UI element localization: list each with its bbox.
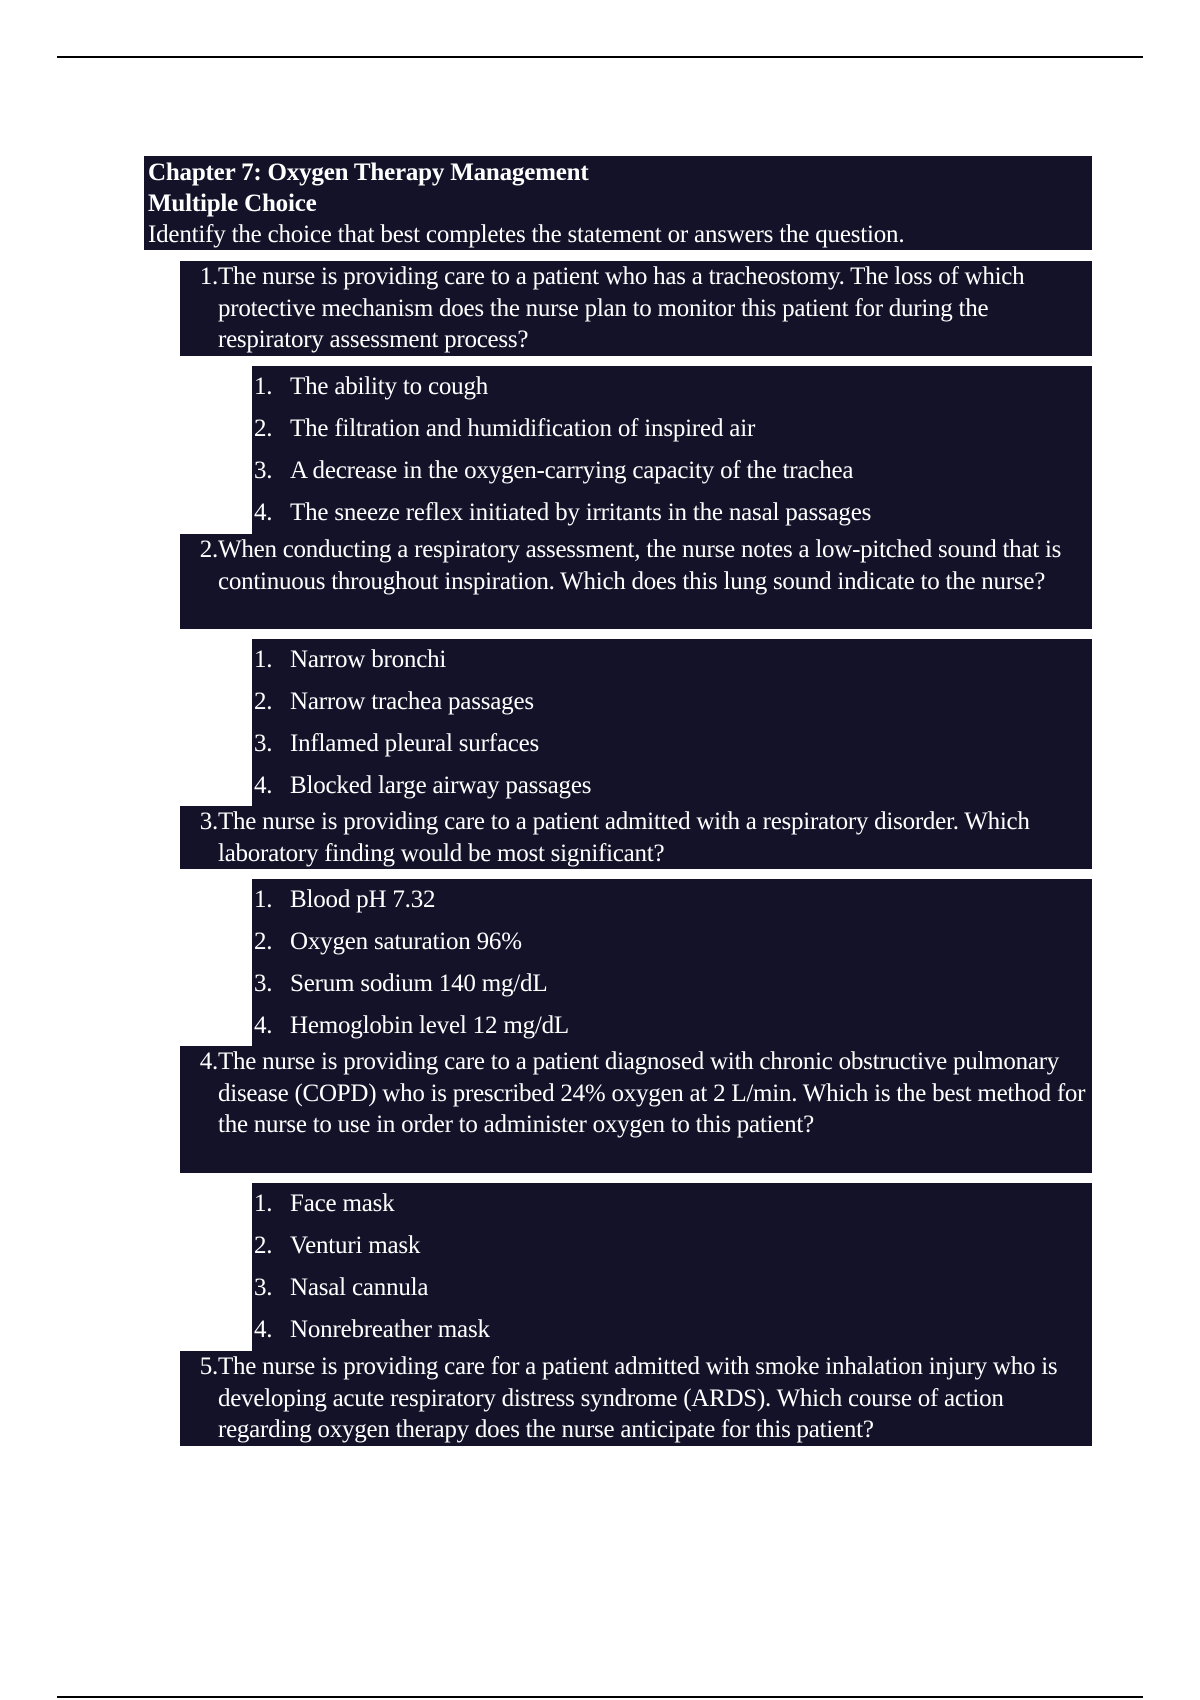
option-4[interactable] bbox=[252, 492, 1092, 534]
option-number: 2. bbox=[254, 688, 273, 715]
option-number: 2. bbox=[254, 415, 273, 442]
bottom-rule bbox=[57, 1696, 1143, 1698]
option-2[interactable] bbox=[252, 408, 1092, 450]
option-text: Nasal cannula bbox=[290, 1274, 429, 1301]
option-text: Venturi mask bbox=[290, 1232, 421, 1259]
question-text: The nurse is providing care to a patient admitted with a respiratory disorder. Which laboratory finding would be most significant? bbox=[218, 808, 1030, 867]
option-number: 2. bbox=[254, 1232, 273, 1259]
option-3[interactable] bbox=[252, 963, 1092, 1005]
question-text: The nurse is providing care for a patient admitted with smoke inhalation injury who is developing acute respiratory distress syndrome (ARDS). Which course of action regarding oxygen therapy does the nurse anticipate for this patient? bbox=[218, 1353, 1058, 1443]
option-text: Narrow trachea passages bbox=[290, 688, 534, 715]
option-3[interactable] bbox=[252, 1267, 1092, 1309]
option-number: 3. bbox=[254, 970, 273, 997]
option-4[interactable] bbox=[252, 1005, 1092, 1047]
chapter-title: Chapter 7: Oxygen Therapy Management bbox=[148, 159, 589, 186]
option-1[interactable] bbox=[252, 1183, 1092, 1225]
question-5 bbox=[180, 1351, 1092, 1446]
option-number: 1. bbox=[254, 1190, 273, 1217]
option-number: 4. bbox=[254, 772, 273, 799]
question-number: 2. bbox=[199, 536, 218, 563]
question-4 bbox=[180, 1046, 1092, 1173]
option-text: The ability to cough bbox=[290, 373, 489, 400]
option-number: 1. bbox=[254, 373, 273, 400]
option-number: 4. bbox=[254, 499, 273, 526]
option-number: 2. bbox=[254, 928, 273, 955]
question-1 bbox=[180, 261, 1092, 356]
question-4-options bbox=[252, 1183, 1092, 1351]
option-text: Serum sodium 140 mg/dL bbox=[290, 970, 548, 997]
option-3[interactable] bbox=[252, 450, 1092, 492]
question-3-options bbox=[252, 879, 1092, 1047]
option-text: Inflamed pleural surfaces bbox=[290, 730, 540, 757]
option-text: The sneeze reflex initiated by irritants in the nasal passages bbox=[290, 499, 872, 526]
option-1[interactable] bbox=[252, 639, 1092, 681]
question-2-options bbox=[252, 639, 1092, 807]
option-text: Hemoglobin level 12 mg/dL bbox=[290, 1012, 569, 1039]
option-4[interactable] bbox=[252, 1309, 1092, 1351]
option-number: 4. bbox=[254, 1316, 273, 1343]
option-text: Blood pH 7.32 bbox=[290, 886, 436, 913]
option-number: 3. bbox=[254, 1274, 273, 1301]
option-1[interactable] bbox=[252, 879, 1092, 921]
option-number: 1. bbox=[254, 886, 273, 913]
instruction-text: Identify the choice that best completes the statement or answers the question. bbox=[148, 221, 905, 248]
question-text: When conducting a respiratory assessment, the nurse notes a low-pitched sound that is continuous throughout inspiration. Which does this lung sound indicate to the nurse? bbox=[218, 536, 1062, 595]
option-2[interactable] bbox=[252, 681, 1092, 723]
question-number: 4. bbox=[199, 1048, 218, 1075]
question-number: 3. bbox=[199, 808, 218, 835]
option-2[interactable] bbox=[252, 921, 1092, 963]
section-subtitle: Multiple Choice bbox=[148, 190, 317, 217]
option-text: The filtration and humidification of inspired air bbox=[290, 415, 756, 442]
option-2[interactable] bbox=[252, 1225, 1092, 1267]
option-4[interactable] bbox=[252, 765, 1092, 807]
question-number: 5. bbox=[199, 1353, 218, 1380]
option-number: 1. bbox=[254, 646, 273, 673]
chapter-header bbox=[144, 156, 1092, 250]
question-2 bbox=[180, 534, 1092, 629]
option-1[interactable] bbox=[252, 366, 1092, 408]
option-text: Face mask bbox=[290, 1190, 395, 1217]
option-text: A decrease in the oxygen-carrying capacity of the trachea bbox=[290, 457, 854, 484]
option-number: 4. bbox=[254, 1012, 273, 1039]
option-text: Oxygen saturation 96% bbox=[290, 928, 522, 955]
question-number: 1. bbox=[199, 263, 218, 290]
top-rule bbox=[57, 56, 1143, 58]
question-1-options bbox=[252, 366, 1092, 534]
question-text: The nurse is providing care to a patient who has a tracheostomy. The loss of which protective mechanism does the nurse plan to monitor this patient for during the respiratory assessment process? bbox=[218, 263, 1025, 353]
question-3 bbox=[180, 806, 1092, 869]
option-3[interactable] bbox=[252, 723, 1092, 765]
option-number: 3. bbox=[254, 457, 273, 484]
question-text: The nurse is providing care to a patient diagnosed with chronic obstructive pulmonary disease (COPD) who is prescribed 24% oxygen at 2 L/min. Which is the best method for the nurse to use in order to administer oxygen to this patient? bbox=[218, 1048, 1086, 1138]
option-text: Blocked large airway passages bbox=[290, 772, 592, 799]
option-text: Narrow bronchi bbox=[290, 646, 447, 673]
option-number: 3. bbox=[254, 730, 273, 757]
option-text: Nonrebreather mask bbox=[290, 1316, 490, 1343]
